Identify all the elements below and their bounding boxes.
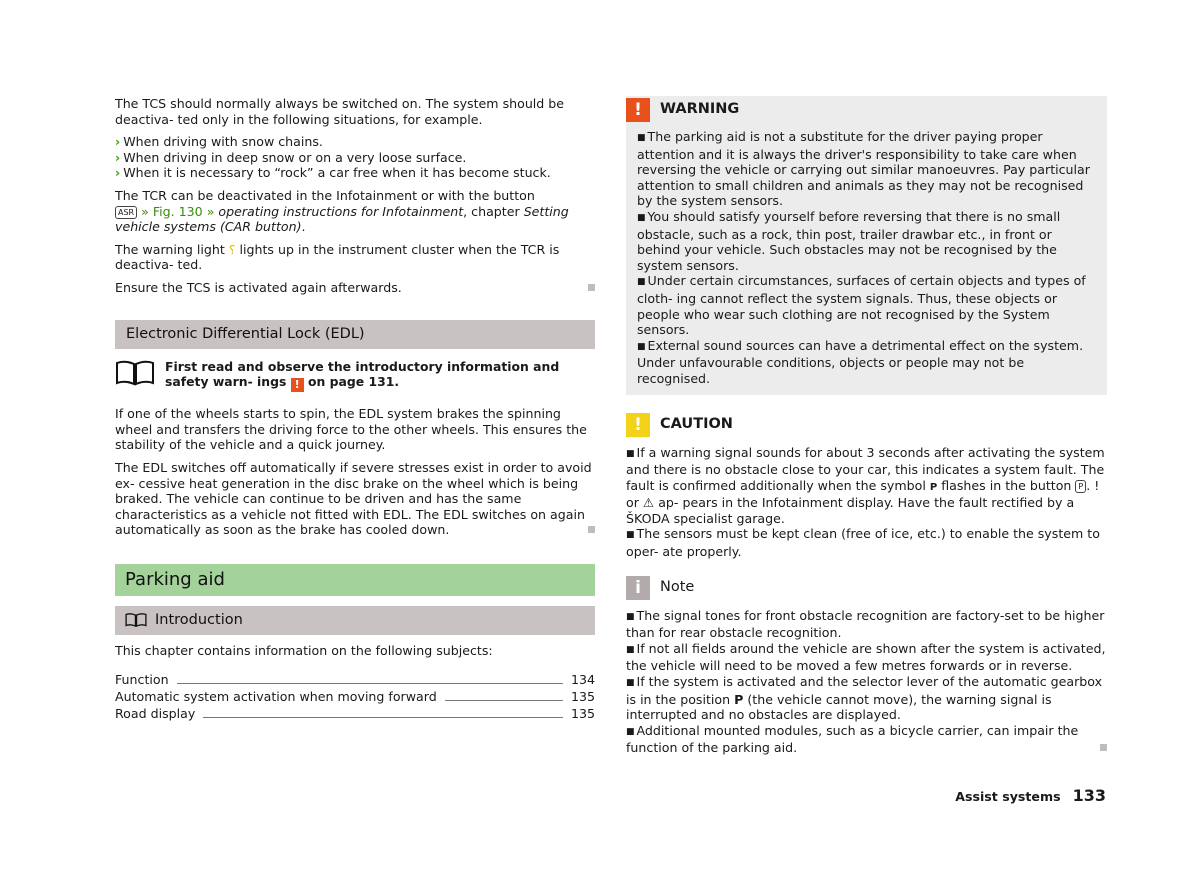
toc-row[interactable]: Road display 135 bbox=[115, 705, 595, 721]
chevron-right-icon: › bbox=[115, 165, 121, 181]
list-item: ■ External sound sources can have a detrimental effect on the system. Under unfavourable conditions, objects or people may not be recognised. bbox=[637, 337, 1084, 386]
parking-aid-heading: Parking aid bbox=[115, 564, 595, 596]
introduction-heading: Introduction bbox=[115, 606, 595, 635]
left-column bbox=[115, 96, 595, 721]
section-name: Assist systems bbox=[955, 789, 1061, 804]
parking-button-icon: P bbox=[1075, 480, 1086, 493]
note-body bbox=[626, 608, 1107, 756]
toc-row[interactable]: Automatic system activation when moving forward 135 bbox=[115, 688, 595, 704]
list-item: ■ The signal tones for front obstacle recognition are factory-set to be higher than for rear obstacle recognition. bbox=[626, 607, 1105, 641]
warning-icon: ! bbox=[626, 98, 650, 122]
end-mark-icon bbox=[1100, 744, 1107, 751]
list-item: › When driving with snow chains. bbox=[115, 134, 323, 150]
edl-read-first: First read and observe the introductory information and safety warn- ings ! on page 131. bbox=[115, 359, 595, 393]
warning-icon: ! bbox=[291, 378, 304, 392]
warning-triangle-icon: ⚠ bbox=[642, 495, 655, 511]
fig-link[interactable]: » Fig. 130 » bbox=[141, 203, 215, 219]
note-header bbox=[626, 574, 1107, 602]
list-item: › When driving in deep snow or on a very loose surface. bbox=[115, 149, 467, 165]
page-footer bbox=[955, 786, 1106, 805]
list-item: ■ You should satisfy yourself before reversing that there is no small obstacle, such as a rock, thin post, trailer drawbar etc., in front or behind your vehicle. Such obstacles may not be recognised by the system sensors. bbox=[637, 208, 1061, 273]
list-item: ■ The sensors must be kept clean (free of ice, etc.) to enable the system to oper- ate properly. bbox=[626, 526, 1100, 560]
list-item: ■ If a warning signal sounds for about 3 seconds after activating the system and there is no obstacle close to your car, this indicates a system fault. The fault is confirmed additionally when the symbol P flashes in the button P . ! or ⚠ ap- pears in the Infotainment display. Have the fault rectified by a ŠKODA specialist garage. bbox=[626, 444, 1105, 526]
caution-icon: ! bbox=[626, 413, 650, 437]
list-item: ■ If not all fields around the vehicle are shown after the system is activated, the vehicle will need to be moved a few metres forwards or in reverse. bbox=[626, 640, 1106, 674]
intro-text: This chapter contains information on the following subjects: bbox=[115, 642, 493, 658]
edl-paragraph-1: If one of the wheels starts to spin, the EDL system brakes the spinning wheel and transfers the driving force to the other wheels. This ensures the stability of the vehicle and a quick journey. bbox=[115, 406, 587, 453]
warning-title: WARNING bbox=[660, 101, 740, 118]
ensure-paragraph: Ensure the TCS is activated again afterwards. bbox=[115, 280, 595, 296]
info-icon: i bbox=[626, 576, 650, 600]
edl-heading: Electronic Differential Lock (EDL) bbox=[115, 320, 595, 349]
caution-body bbox=[626, 445, 1107, 560]
tcs-bullet-list bbox=[115, 134, 595, 181]
list-item: › When it is necessary to “rock” a car free when it has become stuck. bbox=[115, 165, 551, 181]
page-number: 133 bbox=[1072, 786, 1106, 805]
tcr-paragraph: The TCR can be deactivated in the Infotainment or with the button ASR » Fig. 130 » operating instructions for Infotainment, chapter Setting vehicle systems (CAR button). bbox=[115, 187, 569, 235]
list-item: ■ The parking aid is not a substitute for the driver paying proper attention and it is always the driver's responsibility to take care when reversing the vehicle or carrying out similar manoeuvres. Pay particular attention to small children and animals as they may not be recognised by the system sensors. bbox=[637, 129, 1090, 209]
parking-symbol-icon: P bbox=[929, 481, 938, 493]
list-item: ■ If the system is activated and the selector lever of the automatic gearbox is in the position P (the vehicle cannot move), the warning signal is interrupted and no obstacles are displayed. bbox=[626, 674, 1103, 723]
warning-body bbox=[626, 124, 1107, 387]
warning-box bbox=[626, 96, 1107, 395]
caution-header bbox=[626, 411, 1107, 439]
warning-header bbox=[626, 96, 1107, 124]
tcs-intro: The TCS should normally always be switched on. The system should be deactiva- ted only in the following situations, for example. bbox=[115, 96, 565, 127]
note-title: Note bbox=[660, 578, 695, 595]
list-item: ■ Additional mounted modules, such as a bicycle carrier, can impair the function of the parking aid. bbox=[626, 723, 1107, 756]
right-column bbox=[626, 96, 1107, 756]
toc-list bbox=[115, 670, 595, 721]
end-mark-icon bbox=[588, 526, 595, 533]
list-item: ■ Under certain circumstances, surfaces of certain objects and types of cloth- ing cannot reflect the system signals. Thus, these objects or people who wear such clothing are not recognised by the System sensors. bbox=[637, 273, 1086, 338]
tcs-warning-light-icon: ⸮ bbox=[228, 241, 236, 257]
edl-paragraph-2: The EDL switches off automatically if severe stresses exist in order to avoid ex- cessive heat generation in the disc brake on the wheel which is being braked. The vehicle can continue to be driven and has the same characteristics as a vehicle not fitted with EDL. The EDL switches on again automatically as soon as the brake has cooled down. bbox=[115, 460, 595, 538]
book-icon bbox=[125, 612, 147, 628]
chevron-right-icon: › bbox=[115, 149, 121, 165]
warning-light-paragraph: The warning light ⸮ lights up in the instrument cluster when the TCR is deactiva- ted. bbox=[115, 241, 560, 273]
caution-title: CAUTION bbox=[660, 415, 733, 432]
chevron-right-icon: › bbox=[115, 134, 121, 150]
asr-button-icon: ASR bbox=[115, 206, 137, 219]
book-icon bbox=[115, 359, 155, 387]
end-mark-icon bbox=[588, 284, 595, 291]
toc-row[interactable]: Function 134 bbox=[115, 671, 595, 687]
